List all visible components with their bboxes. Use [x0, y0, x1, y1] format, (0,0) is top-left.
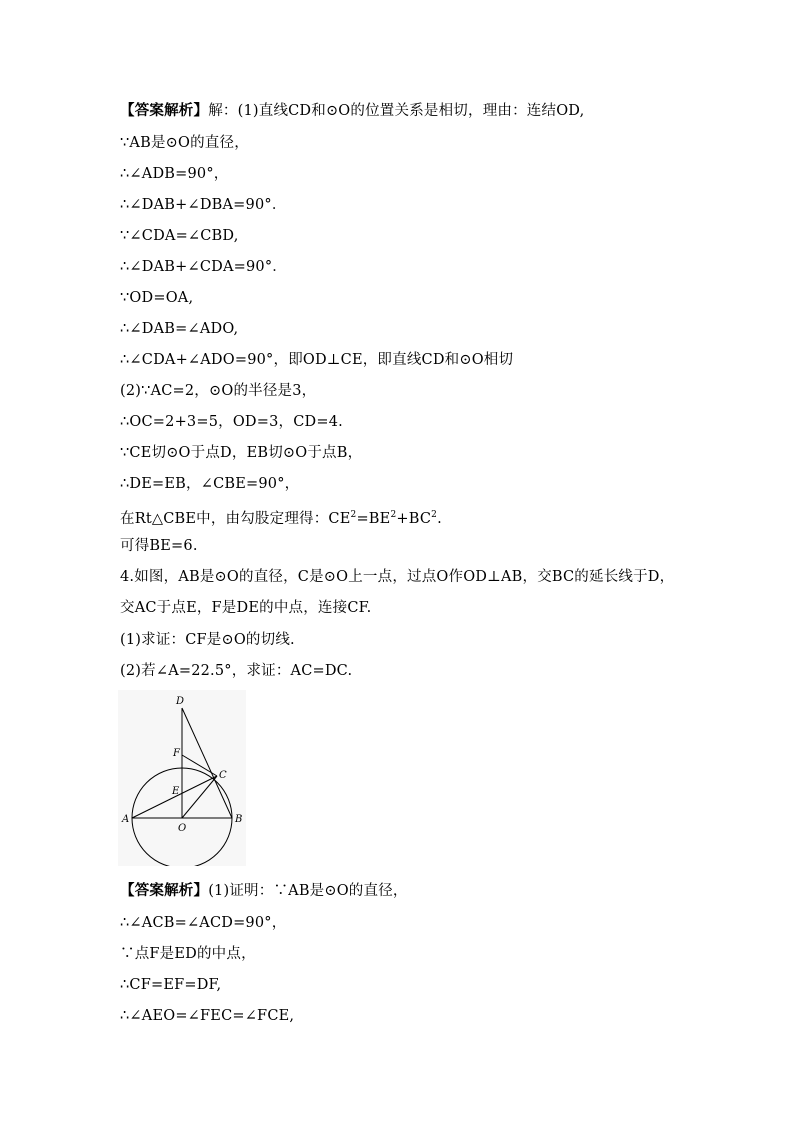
text-line: ∴OC=2+3=5，OD=3，CD=4.	[120, 414, 343, 430]
geometry-figure	[118, 690, 246, 866]
problem-4-line1: 4.如图，AB是⊙O的直径，C是⊙O上一点，过点O作OD⊥AB，交BC的延长线于D，	[120, 569, 675, 585]
label-c: C	[219, 770, 227, 781]
answer-tag: 【答案解析】	[120, 102, 209, 119]
problem-4-line2: 交AC于点E，F是DE的中点，连接CF.	[120, 600, 372, 616]
answer-analysis-1	[120, 101, 584, 121]
label-f: F	[173, 748, 180, 759]
superscript: 2	[350, 510, 357, 520]
text: +BC	[396, 510, 432, 527]
text-line: (2)∵AC=2，⊙O的半径是3，	[120, 383, 317, 399]
text-line: ∴∠AEO=∠FEC=∠FCE,	[120, 1008, 295, 1024]
text-line: ∴CF=EF=DF,	[120, 977, 222, 993]
text-line: ∴DE=EB，∠CBE=90°，	[120, 476, 300, 492]
label-b: B	[235, 814, 243, 825]
text-line: ∵∠CDA=∠CBD,	[120, 228, 239, 244]
problem-4-part1: (1)求证：CF是⊙O的切线.	[120, 632, 295, 648]
text-line: ∵AB是⊙O的直径，	[120, 135, 249, 151]
circle-diagram	[118, 690, 246, 866]
text-line: ∴∠DAB+∠DBA=90°．	[120, 197, 287, 213]
pythagoras-line	[120, 505, 442, 529]
label-o: O	[178, 823, 187, 834]
problem-4-part2: (2)若∠A=22.5°，求证：AC=DC.	[120, 663, 353, 679]
label-e: E	[172, 786, 180, 797]
text-line: ∵点F是ED的中点，	[120, 946, 256, 962]
text: 解：(1)直线CD和⊙O的位置关系是相切，理由：连结OD,	[208, 103, 585, 119]
text: .	[437, 510, 442, 527]
text-line: ∴∠DAB=∠ADO,	[120, 321, 239, 337]
superscript: 2	[431, 510, 438, 520]
text-line: ∴∠ADB=90°，	[120, 166, 229, 182]
answer-tag: 【答案解析】	[120, 882, 209, 899]
text-line: ∴∠DAB+∠CDA=90°．	[120, 259, 287, 275]
superscript: 2	[390, 510, 397, 520]
answer-analysis-2	[120, 881, 408, 901]
text-line: 可得BE=6.	[120, 538, 198, 554]
label-a: A	[122, 814, 130, 825]
text-line: ∴∠ACB=∠ACD=90°，	[120, 915, 287, 931]
text-line: ∴∠CDA+∠ADO=90°，即OD⊥CE，即直线CD和⊙O相切	[120, 352, 514, 368]
text-line: ∵OD=OA,	[120, 290, 194, 306]
text: =BE	[356, 510, 391, 527]
text: 在Rt△CBE中，由勾股定理得：CE	[120, 510, 351, 527]
text-line: ∵CE切⊙O于点D，EB切⊙O于点B，	[120, 445, 363, 461]
label-d: D	[176, 696, 185, 707]
text: (1)证明：∵AB是⊙O的直径，	[208, 883, 408, 899]
